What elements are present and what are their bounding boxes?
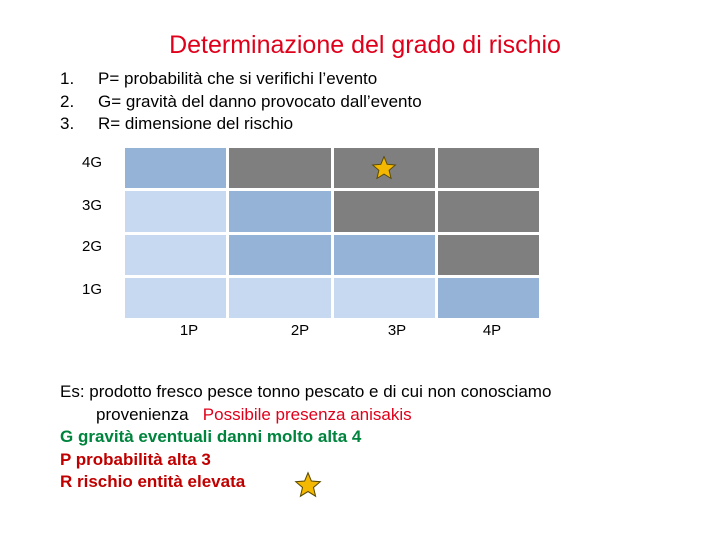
definition-item (60, 91, 422, 114)
star-icon (371, 155, 397, 181)
definition-item (60, 113, 422, 136)
definition-number: 2. (60, 91, 75, 111)
matrix-cell-2g-3p (334, 235, 435, 275)
row-label-4g: 4G (82, 154, 103, 171)
matrix-cell-3g-3p (334, 191, 435, 231)
matrix-cell-3g-2p (229, 191, 330, 231)
example-line-2 (60, 404, 551, 427)
example-gravity: G gravità eventuali danni molto alta 4 (60, 427, 362, 446)
matrix-cell-4g-3p (334, 148, 435, 188)
col-label-3p: 3P (387, 322, 407, 339)
matrix-cell-1g-2p (229, 278, 330, 318)
example-provenance: provenienza (96, 404, 189, 424)
definition-text: P= probabilità che si verifichi l’evento (98, 69, 378, 88)
row-label-1g: 1G (82, 281, 103, 298)
matrix-cell-4g-2p (229, 148, 330, 188)
example-probability: P probabilità alta 3 (60, 449, 211, 469)
example-risk: R rischio entità elevata (60, 472, 246, 491)
slide-title: Determinazione del grado di rischio (169, 31, 561, 59)
matrix-cell-4g-4p (438, 148, 539, 188)
row-label-2g: 2G (82, 238, 103, 255)
definition-number: 3. (60, 114, 75, 133)
risk-matrix (125, 148, 539, 318)
matrix-cell-1g-3p (334, 278, 435, 318)
col-label-4p: 4P (482, 322, 502, 339)
example-risk-highlight: Possibile presenza anisakis (202, 404, 412, 424)
definitions-list (60, 68, 422, 136)
matrix-cell-1g-4p (438, 278, 539, 318)
star-icon (294, 471, 322, 499)
definition-text: R= dimensione del rischio (98, 114, 294, 133)
matrix-cell-2g-1p (125, 235, 226, 275)
matrix-cell-2g-4p (438, 235, 539, 275)
example-line-1: Es: prodotto fresco pesce tonno pescato e di cui non conosciamo (60, 382, 552, 401)
matrix-cell-4g-1p (125, 148, 226, 188)
matrix-cell-1g-1p (125, 278, 226, 318)
col-label-2p: 2P (290, 322, 310, 339)
matrix-cell-3g-4p (438, 191, 539, 231)
definition-item (60, 68, 422, 91)
matrix-cell-2g-2p (229, 235, 330, 275)
definition-text: G= gravità del danno provocato dall’evento (98, 91, 422, 111)
col-label-1p: 1P (179, 322, 199, 339)
row-label-3g: 3G (82, 197, 103, 214)
definition-number: 1. (60, 69, 75, 88)
matrix-cell-3g-1p (125, 191, 226, 231)
